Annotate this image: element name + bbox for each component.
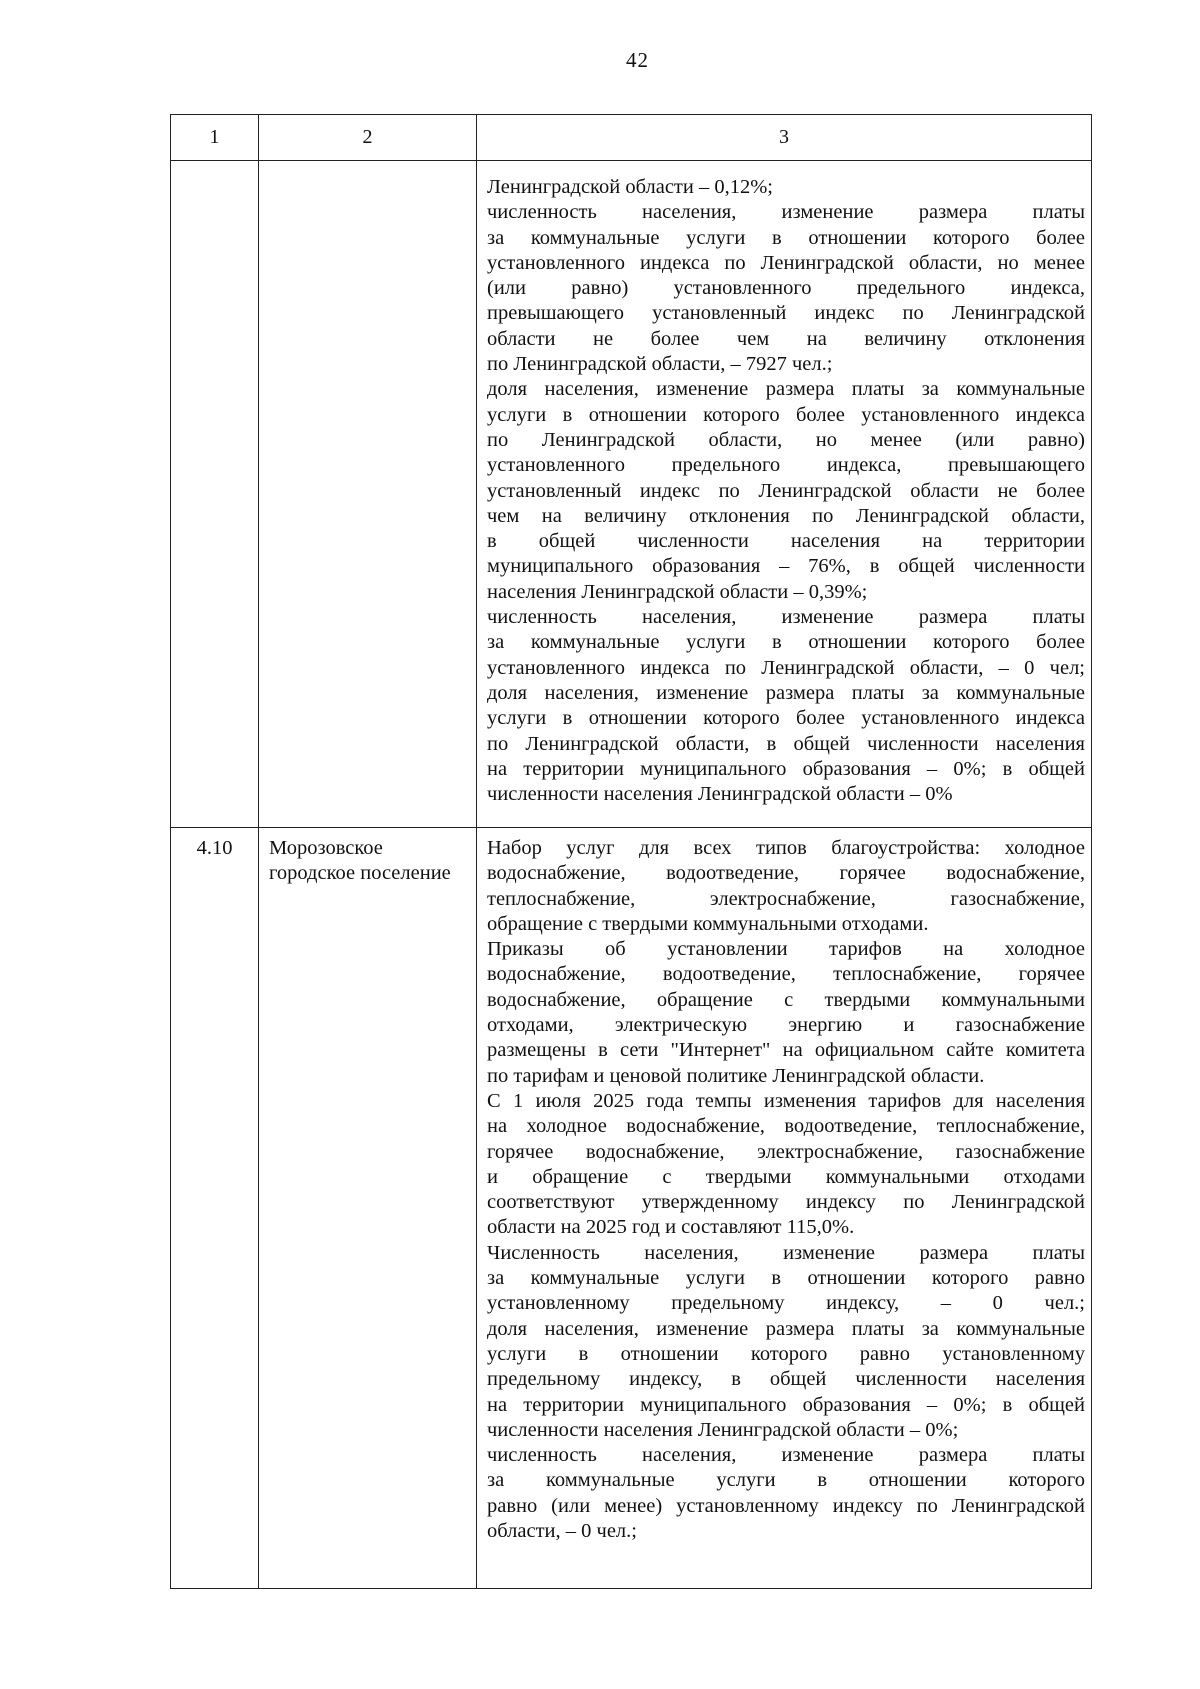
description-line: области, – 0 чел.;: [487, 1520, 637, 1543]
description-line: отходами, электрическую энергию и газоснабжение: [487, 1014, 1085, 1037]
description-line: размещены в сети "Интернет" на официальном сайте комитета: [487, 1039, 1085, 1062]
description-line: по тарифам и ценовой политике Ленинградской области.: [487, 1064, 985, 1087]
description-line: Приказы об установлении тарифов на холодное: [487, 938, 1085, 961]
description-line: доля населения, изменение размера платы за коммунальные: [487, 1317, 1085, 1340]
description-line: по Ленинградской области, в общей численности населения: [487, 732, 1085, 755]
description-line: численности населения Ленинградской области – 0%: [487, 783, 953, 806]
description-line: по Ленинградской области, но менее (или равно): [487, 428, 1085, 451]
description-line: услуги в отношении которого равно установленному: [487, 1342, 1085, 1365]
municipality-name-line: городское поселение: [269, 862, 451, 885]
description-line: Набор услуг для всех типов благоустройства: холодное: [487, 837, 1085, 859]
description-line: предельному индексу, в общей численности населения: [487, 1368, 1085, 1391]
description-line: доля населения, изменение размера платы за коммунальные: [487, 378, 1085, 401]
description-line: на территории муниципального образования – 0%; в общей: [487, 1393, 1085, 1416]
column-header-1: 1: [171, 115, 259, 161]
description-line: установленного предельного индекса, превышающего: [487, 454, 1085, 477]
description-line: равно (или менее) установленному индексу по Ленинградской: [487, 1494, 1085, 1517]
description-line: на территории муниципального образования – 0%; в общей: [487, 757, 1085, 780]
description-cell: [477, 828, 1092, 1589]
municipality-name-cell: [259, 161, 477, 828]
description-line: численность населения, изменение размера платы: [487, 1444, 1085, 1467]
description-line: за коммунальные услуги в отношении которого более: [487, 226, 1085, 249]
description-line: по Ленинградской области, – 7927 чел.;: [487, 353, 833, 376]
description-line: теплоснабжение, электроснабжение, газоснабжение,: [487, 887, 1085, 910]
row-number: 4.10: [196, 837, 233, 859]
description-line: превышающего установленный индекс по Ленинградской: [487, 302, 1085, 325]
description-line: в общей численности населения на территории: [487, 530, 1085, 553]
description-line: и обращение с твердыми коммунальными отходами: [487, 1165, 1085, 1188]
description-line: водоснабжение, водоотведение, теплоснабжение, горячее: [487, 963, 1085, 986]
description-line: (или равно) установленного предельного индекса,: [487, 277, 1085, 300]
description-line: за коммунальные услуги в отношении которого равно: [487, 1267, 1085, 1290]
description-line: услуги в отношении которого более установленного индекса: [487, 403, 1085, 426]
description-line: соответствуют утвержденному индексу по Ленинградской: [487, 1191, 1085, 1214]
table-row: [171, 161, 1092, 828]
description-cell: [477, 161, 1092, 828]
description-line: водоснабжение, обращение с твердыми коммунальными: [487, 988, 1085, 1011]
description-line: Ленинградской области – 0,12%;: [487, 176, 773, 198]
row-number: [171, 161, 258, 169]
row-number-cell: [171, 828, 259, 1589]
description-line: водоснабжение, водоотведение, горячее водоснабжение,: [487, 862, 1085, 885]
municipality-name-cell: [259, 828, 477, 1589]
description-line: установленному предельному индексу, – 0 чел.;: [487, 1292, 1085, 1315]
description-line: установленного индекса по Ленинградской области, – 0 чел;: [487, 656, 1085, 679]
description-line: за коммунальные услуги в отношении которого: [487, 1469, 1085, 1492]
description-line: доля населения, изменение размера платы за коммунальные: [487, 681, 1085, 704]
description-line: горячее водоснабжение, электроснабжение, газоснабжение: [487, 1140, 1085, 1163]
description-line: муниципального образования – 76%, в общей численности: [487, 555, 1085, 578]
table-header-row: [171, 115, 1092, 161]
description-line: за коммунальные услуги в отношении которого более: [487, 631, 1085, 654]
description-line: С 1 июля 2025 года темпы изменения тарифов для населения: [487, 1089, 1085, 1112]
municipality-name-line: Морозовское: [269, 837, 383, 859]
description-line: услуги в отношении которого более установленного индекса: [487, 707, 1085, 730]
description-line: установленного индекса по Ленинградской области, но менее: [487, 251, 1085, 274]
column-header-3: 3: [477, 115, 1092, 161]
description-line: численности населения Ленинградской области – 0%;: [487, 1418, 959, 1441]
description-line: на холодное водоснабжение, водоотведение, теплоснабжение,: [487, 1115, 1085, 1138]
table-row: [171, 828, 1092, 1589]
row-number-cell: [171, 161, 259, 828]
document-table: [170, 114, 1092, 1589]
description-line: области на 2025 год и составляют 115,0%.: [487, 1216, 855, 1239]
description-line: Численность населения, изменение размера платы: [487, 1241, 1085, 1264]
description-line: численность населения, изменение размера платы: [487, 201, 1085, 224]
description-line: области не более чем на величину отклонения: [487, 327, 1085, 350]
page-number: 42: [626, 48, 649, 72]
description-line: обращение с твердыми коммунальными отходами.: [487, 912, 929, 935]
description-line: численность населения, изменение размера платы: [487, 606, 1085, 629]
column-header-2: 2: [259, 115, 477, 161]
description-line: чем на величину отклонения по Ленинградской области,: [487, 504, 1085, 527]
description-line: установленный индекс по Ленинградской области не более: [487, 479, 1085, 502]
description-line: населения Ленинградской области – 0,39%;: [487, 580, 868, 603]
